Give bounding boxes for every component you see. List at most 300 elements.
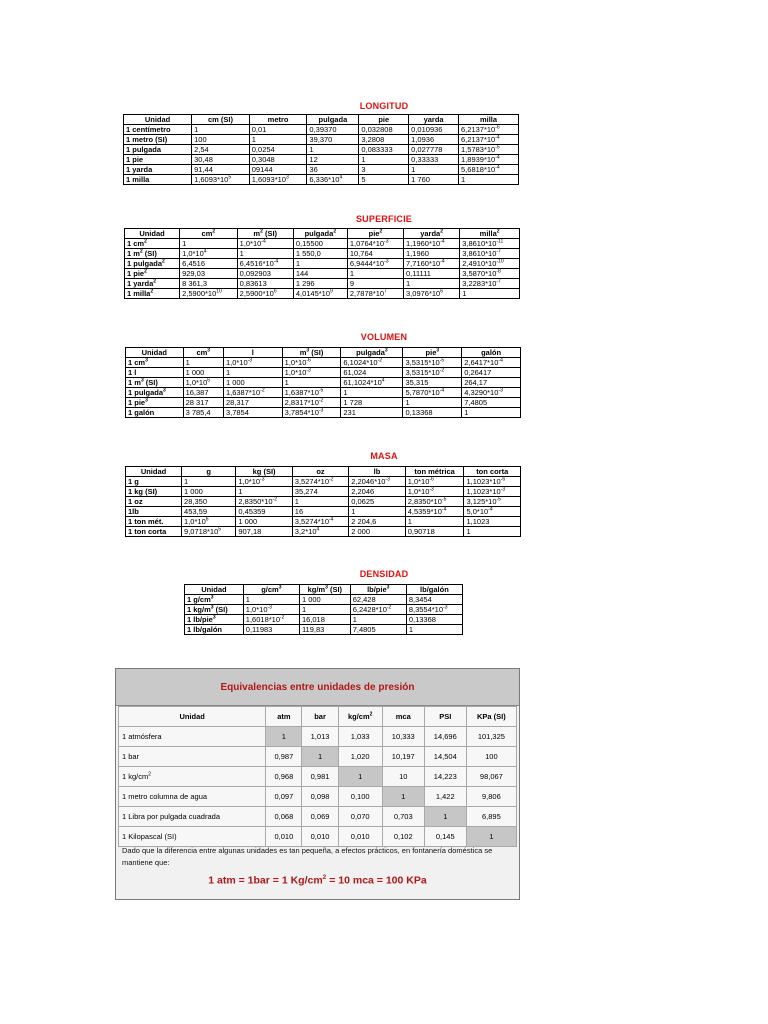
table-cell: $1,0*10^{-6}$ xyxy=(405,477,464,487)
table-cell: 0,069 xyxy=(302,807,338,827)
row-unit-label: 1 pie$^2$ xyxy=(125,269,180,279)
table-cell: $3,2283*10^{-7}$ xyxy=(460,279,520,289)
table-cell: 16,387 xyxy=(183,388,223,398)
table-row xyxy=(125,279,520,289)
column-header: pie$^3$ xyxy=(403,348,462,358)
table-cell: $4,0145*10^9$ xyxy=(293,289,347,299)
row-unit-label: 1 Kilopascal (SI) xyxy=(119,827,266,847)
column-header: Unidad xyxy=(185,585,244,595)
table-cell: $2,8317*10^{-2}$ xyxy=(282,398,341,408)
row-unit-label: 1 Libra por pulgada cuadrada xyxy=(119,807,266,827)
table-cell: 1 xyxy=(403,398,462,408)
table-row xyxy=(124,135,519,145)
row-unit-label: 1 lb/pie$^3$ xyxy=(185,615,244,625)
table-cell: 1 xyxy=(347,269,403,279)
column-header: mca xyxy=(382,707,424,727)
table-cell: $1,0*10^{-4}$ xyxy=(237,239,293,249)
table-cell: 9 xyxy=(347,279,403,289)
column-header: metro xyxy=(249,115,307,125)
table-cell: 0,703 xyxy=(382,807,424,827)
table-cell: 100 xyxy=(192,135,250,145)
table-cell: $2,8350*10^{-5}$ xyxy=(405,497,464,507)
table-cell: 3,7854 xyxy=(223,408,282,418)
column-header: PSI xyxy=(424,707,466,727)
table-cell: 1 296 xyxy=(293,279,347,289)
table-cell: 16,018 xyxy=(299,615,350,625)
masa-title: MASA xyxy=(370,451,398,461)
table-cell: 0,010 xyxy=(302,827,338,847)
table-cell: 453,59 xyxy=(182,507,236,517)
row-unit-label: 1 $cm^3$ xyxy=(126,358,184,368)
row-unit-label: 1 ton mét. xyxy=(126,517,182,527)
table-cell: 929,03 xyxy=(180,269,238,279)
masa-header-row xyxy=(126,467,521,477)
row-unit-label: 1 metro columna de agua xyxy=(119,787,266,807)
table-row xyxy=(125,239,520,249)
table-cell: 1 xyxy=(409,165,459,175)
table-cell: $1,6387*10^{-2}$ xyxy=(223,388,282,398)
table-cell: 0,092903 xyxy=(237,269,293,279)
table-cell: 1 xyxy=(293,259,347,269)
superficie-table xyxy=(124,228,520,299)
table-cell: $2,5900*10^{10}$ xyxy=(180,289,238,299)
table-cell: $6,9444*10^{-3}$ xyxy=(347,259,403,269)
table-cell: 0,981 xyxy=(302,767,338,787)
longitud-title: LONGITUD xyxy=(359,101,409,111)
table-cell: $1,0*10^{-3}$ xyxy=(236,477,292,487)
table-cell: 0,102 xyxy=(382,827,424,847)
column-header: Unidad xyxy=(125,229,180,239)
table-cell: 0,032808 xyxy=(359,125,409,135)
table-cell: 231 xyxy=(341,408,403,418)
table-cell: 1 550,0 xyxy=(293,249,347,259)
row-unit-label: 1 bar xyxy=(119,747,266,767)
table-cell: 1 xyxy=(243,595,299,605)
column-header: Unidad xyxy=(126,467,182,477)
table-cell: $6,336*10^4$ xyxy=(307,175,359,185)
table-cell: 1,0936 xyxy=(409,135,459,145)
table-cell: 1,422 xyxy=(424,787,466,807)
table-row xyxy=(119,807,517,827)
column-header: milla$^2$ xyxy=(460,229,520,239)
column-header: g xyxy=(182,467,236,477)
column-header: oz xyxy=(292,467,348,477)
table-cell: 0,083333 xyxy=(359,145,409,155)
column-header: $m^3$ (SI) xyxy=(282,348,341,358)
table-cell: $5,0*10^{-4}$ xyxy=(464,507,521,517)
table-row xyxy=(126,388,521,398)
table-cell: 1 xyxy=(282,378,341,388)
pressure-table xyxy=(118,706,517,847)
table-cell: $6,2137*10^{-4}$ xyxy=(459,135,519,145)
table-cell: 3 xyxy=(359,165,409,175)
table-cell: $8,3554*10^{-3}$ xyxy=(406,605,462,615)
column-header: $m^2$ (SI) xyxy=(237,229,293,239)
table-cell: $1,1023*10^{-3}$ xyxy=(464,487,521,497)
table-row xyxy=(126,378,521,388)
table-cell: 1 xyxy=(460,289,520,299)
table-cell: 119,83 xyxy=(299,625,350,635)
table-cell: $7,7160*10^{-4}$ xyxy=(404,259,460,269)
table-cell: 2,54 xyxy=(192,145,250,155)
row-unit-label: 1 galón xyxy=(126,408,184,418)
table-cell: 0,01 xyxy=(249,125,307,135)
table-cell: $6,2137*10^{-6}$ xyxy=(459,125,519,135)
table-cell: 61,024 xyxy=(341,368,403,378)
table-cell: 3,2808 xyxy=(359,135,409,145)
table-cell: 1 xyxy=(382,787,424,807)
table-cell: $1,1960*10^{-4}$ xyxy=(404,239,460,249)
table-row xyxy=(119,727,517,747)
table-cell: 30,48 xyxy=(192,155,250,165)
table-cell: 28,350 xyxy=(182,497,236,507)
table-cell: 1 xyxy=(338,767,382,787)
table-cell: 1 xyxy=(249,135,307,145)
pressure-panel xyxy=(115,668,520,900)
table-row xyxy=(126,487,521,497)
column-header: l xyxy=(223,348,282,358)
table-cell: $3,8610*10^{-11}$ xyxy=(460,239,520,249)
table-cell: $1,0*10^{-3}$ xyxy=(405,487,464,497)
row-unit-label: 1 milla xyxy=(124,175,192,185)
table-cell: 0,45359 xyxy=(236,507,292,517)
table-cell: $1,1023*10^{-6}$ xyxy=(464,477,521,487)
row-unit-label: 1 g xyxy=(126,477,182,487)
column-header: $cm^3$ xyxy=(183,348,223,358)
volumen-header-row xyxy=(126,348,521,358)
column-header: lb xyxy=(349,467,405,477)
table-cell: 264,17 xyxy=(462,378,521,388)
table-cell: 8 361,3 xyxy=(180,279,238,289)
row-unit-label: 1 metro (SI) xyxy=(124,135,192,145)
table-cell: 1 000 xyxy=(182,487,236,497)
table-cell: 0,26417 xyxy=(462,368,521,378)
row-unit-label: 1lb xyxy=(126,507,182,517)
table-cell: 2 204,6 xyxy=(349,517,405,527)
table-cell: $61,1024*10^4$ xyxy=(341,378,403,388)
table-row xyxy=(126,497,521,507)
table-cell: 0,027778 xyxy=(409,145,459,155)
table-cell: 0,098 xyxy=(302,787,338,807)
table-cell: 1,013 xyxy=(302,727,338,747)
table-cell: 1 xyxy=(341,388,403,398)
table-cell: 0,010 xyxy=(266,827,302,847)
table-row xyxy=(126,477,521,487)
table-cell: $2,2046*10^{-3}$ xyxy=(349,477,405,487)
table-cell: $3,7854*10^{-3}$ xyxy=(282,408,341,418)
table-cell: $1,6387*10^{-5}$ xyxy=(282,388,341,398)
row-unit-label: 1 $m^3$ (SI) xyxy=(126,378,184,388)
longitud-table xyxy=(123,114,519,185)
table-cell: 0,010 xyxy=(338,827,382,847)
table-row xyxy=(119,747,517,767)
table-cell: 0,070 xyxy=(338,807,382,827)
row-unit-label: 1 $kg/m^3$ (SI) xyxy=(185,605,244,615)
column-header: galón xyxy=(462,348,521,358)
table-cell: 98,067 xyxy=(466,767,516,787)
table-cell: 1,1023 xyxy=(464,517,521,527)
table-cell: 28 317 xyxy=(183,398,223,408)
table-cell: $2,5900*10^6$ xyxy=(237,289,293,299)
table-cell: 14,696 xyxy=(424,727,466,747)
table-row xyxy=(125,269,520,279)
table-cell: $2,8350*10^{-2}$ xyxy=(236,497,292,507)
table-cell: 2,2046 xyxy=(349,487,405,497)
row-unit-label: 1 milla$^2$ xyxy=(125,289,180,299)
table-cell: 35,274 xyxy=(292,487,348,497)
table-cell: 9,806 xyxy=(466,787,516,807)
column-header: KPa (SI) xyxy=(466,707,516,727)
table-cell: 0,0254 xyxy=(249,145,307,155)
table-row xyxy=(185,595,463,605)
table-cell: $5,6818*10^{-4}$ xyxy=(459,165,519,175)
table-cell: 91,44 xyxy=(192,165,250,175)
row-unit-label: 1 $g/cm^3$ xyxy=(185,595,244,605)
table-row xyxy=(124,145,519,155)
table-cell: 0,3048 xyxy=(249,155,307,165)
table-cell: 1 000 xyxy=(299,595,350,605)
table-row xyxy=(126,368,521,378)
densidad-header-row xyxy=(185,585,463,595)
table-cell: 62,428 xyxy=(350,595,406,605)
table-row xyxy=(124,175,519,185)
table-cell: 1 000 xyxy=(223,378,282,388)
table-cell: 0,33333 xyxy=(409,155,459,165)
table-cell: 1 760 xyxy=(409,175,459,185)
column-header: ton métrica xyxy=(405,467,464,477)
table-cell: $1,6093*10^5$ xyxy=(192,175,250,185)
column-header: pulgada$^2$ xyxy=(293,229,347,239)
table-cell: 36 xyxy=(307,165,359,175)
table-row xyxy=(126,408,521,418)
table-cell: 0,39370 xyxy=(307,125,359,135)
table-cell: 100 xyxy=(466,747,516,767)
table-cell: 09144 xyxy=(249,165,307,175)
table-cell: 1 xyxy=(359,155,409,165)
table-cell: $1,0764*10^{-3}$ xyxy=(347,239,403,249)
table-cell: 39,370 xyxy=(307,135,359,145)
table-cell: $3,5315*10^{-2}$ xyxy=(403,368,462,378)
column-header: yarda$^2$ xyxy=(404,229,460,239)
table-cell: 1 xyxy=(192,125,250,135)
row-unit-label: 1 ton corta xyxy=(126,527,182,537)
densidad-title: DENSIDAD xyxy=(359,569,409,579)
table-cell: 0,097 xyxy=(266,787,302,807)
table-cell: $3,5315*10^{-5}$ xyxy=(403,358,462,368)
table-cell: 0,068 xyxy=(266,807,302,827)
table-cell: 1 000 xyxy=(183,368,223,378)
table-cell: 1 xyxy=(462,408,521,418)
table-cell: 5 xyxy=(359,175,409,185)
pressure-formula: 1 atm = 1bar = 1 $Kg/cm^2 = 10$ mca = 100 KPa xyxy=(208,874,427,887)
column-header: Unidad xyxy=(119,707,266,727)
row-unit-label: 1 pulgada$^2$ xyxy=(125,259,180,269)
table-cell: 0,100 xyxy=(338,787,382,807)
table-row xyxy=(124,155,519,165)
table-cell: 0,90718 xyxy=(405,527,464,537)
table-cell: $1,0*10^{-3}$ xyxy=(243,605,299,615)
table-cell: 0,13368 xyxy=(403,408,462,418)
column-header: Unidad xyxy=(126,348,184,358)
row-unit-label: 1 l xyxy=(126,368,184,378)
table-cell: 1 xyxy=(183,358,223,368)
table-cell: 16 xyxy=(292,507,348,517)
table-row xyxy=(119,787,517,807)
row-unit-label: 1 pie$^3$ xyxy=(126,398,184,408)
table-cell: 1 xyxy=(237,249,293,259)
table-row xyxy=(126,527,521,537)
table-cell: 10,333 xyxy=(382,727,424,747)
row-unit-label: 1 $cm^2$ xyxy=(125,239,180,249)
table-cell: 14,504 xyxy=(424,747,466,767)
table-cell: 28,317 xyxy=(223,398,282,408)
table-cell: $3,2*10^4$ xyxy=(292,527,348,537)
table-cell: 0,010936 xyxy=(409,125,459,135)
table-cell: 1 xyxy=(236,487,292,497)
table-cell: 0,15500 xyxy=(293,239,347,249)
table-cell: $1,0*10^{-3}$ xyxy=(223,358,282,368)
column-header: ton corta xyxy=(464,467,521,477)
row-unit-label: 1 pulgada xyxy=(124,145,192,155)
table-cell: 0,11983 xyxy=(243,625,299,635)
column-header: cm (SI) xyxy=(192,115,250,125)
table-cell: 0,83613 xyxy=(237,279,293,289)
table-cell: 1 xyxy=(180,239,238,249)
table-row xyxy=(185,625,463,635)
column-header: pulgada xyxy=(307,115,359,125)
table-cell: 0,13368 xyxy=(406,615,462,625)
table-cell: $1,6018*10^{-2}$ xyxy=(243,615,299,625)
table-cell: $3,8610*10^{-7}$ xyxy=(460,249,520,259)
table-cell: $1,5783*10^{-5}$ xyxy=(459,145,519,155)
table-cell: 6,4516 xyxy=(180,259,238,269)
table-cell: 144 xyxy=(293,269,347,279)
table-cell: 7,4805 xyxy=(350,625,406,635)
table-row xyxy=(119,767,517,787)
table-cell: $1,0*10^6$ xyxy=(183,378,223,388)
table-cell: 1,020 xyxy=(338,747,382,767)
table-cell: 12 xyxy=(307,155,359,165)
table-row xyxy=(126,358,521,368)
table-cell: 1 xyxy=(464,527,521,537)
column-header: lb/pie$^3$ xyxy=(350,585,406,595)
row-unit-label: 1 lb/galón xyxy=(185,625,244,635)
table-cell: 1 xyxy=(466,827,516,847)
table-cell: 0,145 xyxy=(424,827,466,847)
table-cell: $3,5274*10^{-4}$ xyxy=(292,517,348,527)
table-cell: 1 xyxy=(292,497,348,507)
table-cell: 1,033 xyxy=(338,727,382,747)
table-row xyxy=(119,827,517,847)
table-cell: $3,5274*10^{-2}$ xyxy=(292,477,348,487)
row-unit-label: 1 pie xyxy=(124,155,192,165)
table-cell: $2,7878*10^7$ xyxy=(347,289,403,299)
table-cell: $1,8939*10^{-4}$ xyxy=(459,155,519,165)
row-unit-label: 1 pulgada$^3$ xyxy=(126,388,184,398)
table-cell: 35,315 xyxy=(403,378,462,388)
table-cell: 1 728 xyxy=(341,398,403,408)
table-cell: 0,0625 xyxy=(349,497,405,507)
table-cell: $4,3290*10^{-3}$ xyxy=(462,388,521,398)
column-header: milla xyxy=(459,115,519,125)
table-cell: 0,968 xyxy=(266,767,302,787)
column-header: kg (SI) xyxy=(236,467,292,477)
table-cell: 1 xyxy=(182,477,236,487)
column-header: pulgada$^3$ xyxy=(341,348,403,358)
column-header: pie xyxy=(359,115,409,125)
row-unit-label: 1 yarda xyxy=(124,165,192,175)
table-cell: 10 xyxy=(382,767,424,787)
row-unit-label: 1 oz xyxy=(126,497,182,507)
table-cell: 10,764 xyxy=(347,249,403,259)
table-cell: $2,4910*10^{-10}$ xyxy=(460,259,520,269)
table-cell: 1,1960 xyxy=(404,249,460,259)
row-unit-label: 1 atmósfera xyxy=(119,727,266,747)
densidad-table xyxy=(184,584,463,635)
table-cell: 1 000 xyxy=(236,517,292,527)
table-cell: $2,6417*10^{-4}$ xyxy=(462,358,521,368)
row-unit-label: 1 yarda$^2$ xyxy=(125,279,180,289)
table-row xyxy=(126,517,521,527)
column-header: $cm^2$ xyxy=(180,229,238,239)
table-cell: 14,223 xyxy=(424,767,466,787)
column-header: $kg/m^3$ (SI) xyxy=(299,585,350,595)
table-cell: $1,0*10^{-6}$ xyxy=(282,358,341,368)
table-cell: 1 xyxy=(459,175,519,185)
table-cell: 907,18 xyxy=(236,527,292,537)
row-unit-label: 1 kg (SI) xyxy=(126,487,182,497)
table-row xyxy=(125,249,520,259)
table-cell: 1 xyxy=(223,368,282,378)
pressure-title: Equivalencias entre unidades de presión xyxy=(116,669,519,706)
table-cell: $3,0976*10^6$ xyxy=(404,289,460,299)
table-cell: $6,1024*10^{-2}$ xyxy=(341,358,403,368)
table-cell: 8,3454 xyxy=(406,595,462,605)
table-cell: 1 xyxy=(406,625,462,635)
presion-header-row xyxy=(119,707,517,727)
row-unit-label: 1 $kg/cm^2$ xyxy=(119,767,266,787)
column-header: atm xyxy=(266,707,302,727)
superficie-header-row xyxy=(125,229,520,239)
volumen-title: VOLUMEN xyxy=(360,332,408,342)
table-cell: 1 xyxy=(404,279,460,289)
table-cell: $6,4516*10^{-4}$ xyxy=(237,259,293,269)
table-cell: 1 xyxy=(307,145,359,155)
table-row xyxy=(185,605,463,615)
pressure-note: Dado que la diferencia entre algunas unidades es tan pequeña, a efectos prácticos, en fontanería doméstica se mantiene que: xyxy=(122,846,493,867)
longitud-header-row xyxy=(124,115,519,125)
table-row xyxy=(126,398,521,408)
table-cell: 0,987 xyxy=(266,747,302,767)
table-cell: 1 xyxy=(405,517,464,527)
table-cell: $1,0*10^6$ xyxy=(182,517,236,527)
table-row xyxy=(124,125,519,135)
table-cell: 1 xyxy=(266,727,302,747)
table-cell: 1 xyxy=(350,615,406,625)
table-cell: $4,5359*10^{-4}$ xyxy=(405,507,464,517)
table-cell: $9,0718*10^5$ xyxy=(182,527,236,537)
table-cell: $5,7870*10^{-4}$ xyxy=(403,388,462,398)
table-cell: $3,5870*10^{-8}$ xyxy=(460,269,520,279)
table-cell: 1 xyxy=(349,507,405,517)
column-header: yarda xyxy=(409,115,459,125)
table-row xyxy=(125,259,520,269)
table-cell: 6,895 xyxy=(466,807,516,827)
superficie-title: SUPERFICIE xyxy=(355,214,412,224)
row-unit-label: 1 centímetro xyxy=(124,125,192,135)
table-cell: 7,4805 xyxy=(462,398,521,408)
table-cell: 101,325 xyxy=(466,727,516,747)
